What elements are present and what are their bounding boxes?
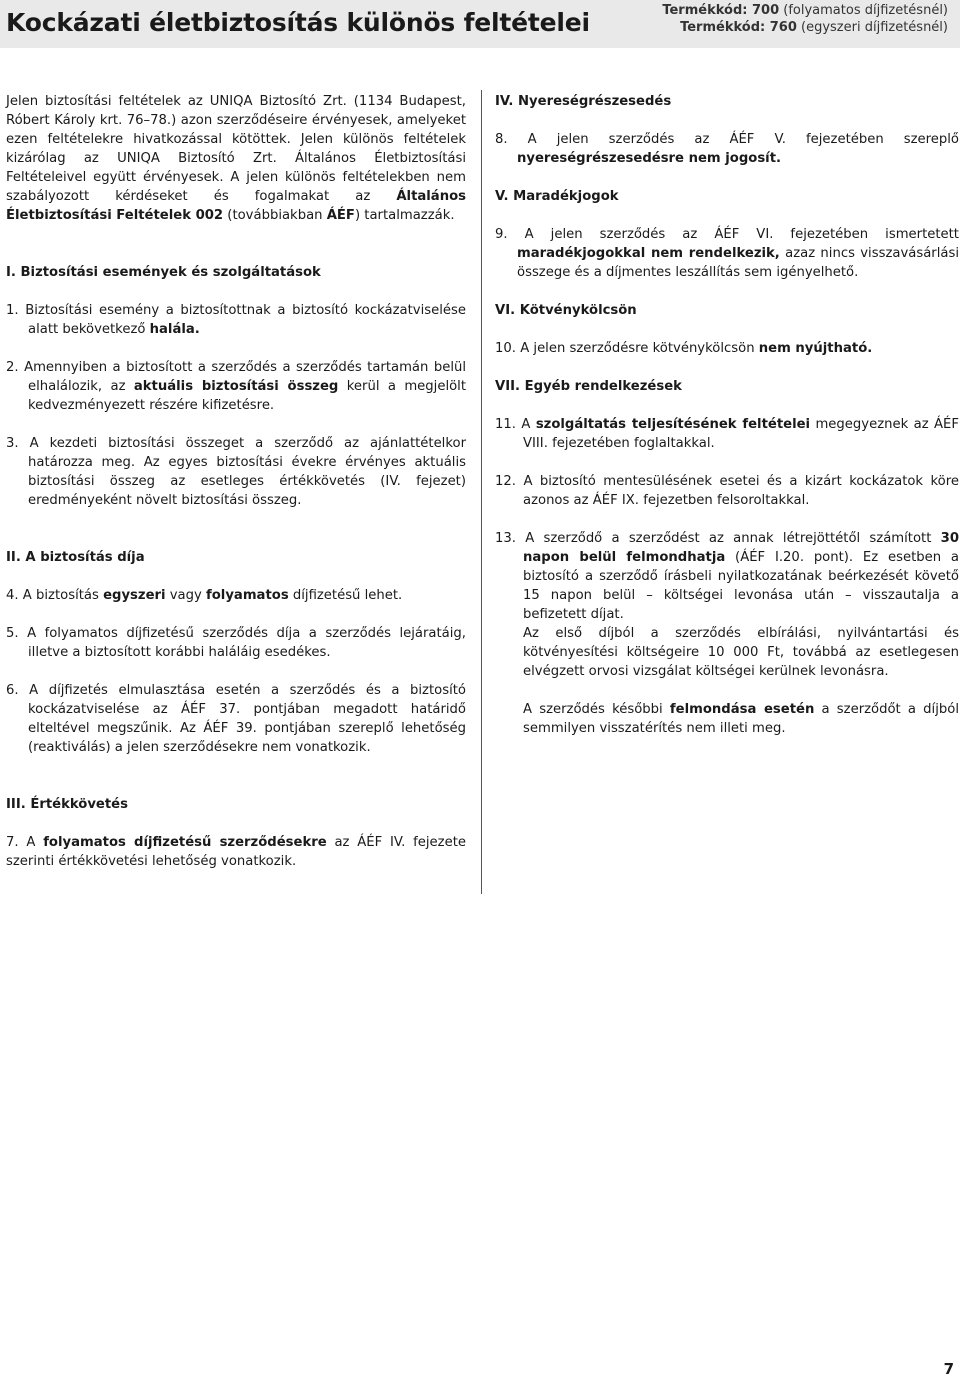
section-4-heading: IV. Nyereségrészesedés: [495, 94, 672, 109]
clause-8: 8. A jelen szerződés az ÁÉF V. fejezetében szereplő nyereségrészesedésre nem jogosít.: [495, 132, 959, 166]
section-5-heading: V. Maradékjogok: [495, 189, 619, 204]
section-3-heading: III. Értékkövetés: [6, 797, 128, 812]
product-codes: [662, 2, 948, 36]
page-header: [0, 0, 960, 48]
section-2-heading: II. A biztosítás díja: [6, 550, 145, 565]
document-title: Kockázati életbiztosítás különös feltételei: [6, 8, 590, 37]
clause-12: 12. A biztosító mentesülésének esetei és a kizárt kockázatok köre azonos az ÁÉF IX. fejezetben felsoroltakkal.: [495, 474, 959, 508]
product-code-760: Termékkód: 760 (egyszeri díjfizetésnél): [680, 20, 948, 35]
right-column: [495, 92, 959, 757]
clause-6: 6. A díjfizetés elmulasztása esetén a szerződés és a biztosító kockázatviselése az ÁÉF 37. pontjában megadott határidő elteltével megszűnik. Az ÁÉF 39. pontjában szereplő lehetőség (reaktiválás) a jelen szerződésekre nem vonatkozik.: [6, 683, 466, 755]
clause-5: 5. A folyamatos díjfizetésű szerződés díja a szerződés lejáratáig, illetve a biztosított korábbi haláláig esedékes.: [6, 626, 466, 660]
section-6-heading: VI. Kötvénykölcsön: [495, 303, 637, 318]
left-column: [6, 92, 466, 890]
section-7-heading: VII. Egyéb rendelkezések: [495, 379, 682, 394]
clause-4: 4. A biztosítás egyszeri vagy folyamatos díjfizetésű lehet.: [6, 588, 403, 603]
clause-1: 1. Biztosítási esemény a biztosítottnak a biztosító kockázatviselése alatt bekövetkező halála.: [6, 303, 466, 337]
section-1-heading: I. Biztosítási események és szolgáltatások: [6, 265, 321, 280]
clause-11: 11. A szolgáltatás teljesítésének feltételei megegyeznek az ÁÉF VIII. fejezetében foglaltakkal.: [495, 417, 959, 451]
clause-3: 3. A kezdeti biztosítási összeget a szerződő az ajánlattételkor határozza meg. Az egyes biztosítási évekre érvényes aktuális biztosítási összeg az esetleges értékkövetés (IV. fejezet) eredményeként növelt biztosítási összeg.: [6, 436, 467, 508]
page-number: 7: [943, 1360, 954, 1378]
product-code-700: Termékkód: 700 (folyamatos díjfizetésnél): [662, 3, 948, 18]
clause-10: 10. A jelen szerződésre kötvénykölcsön nem nyújtható.: [495, 341, 873, 356]
clause-2: 2. Amennyiben a biztosított a szerződés a szerződés tartamán belül elhalálozik, az aktuális biztosítási összeg kerül a megjelölt kedvezményezett részére kifizetésre.: [6, 360, 467, 413]
intro-paragraph: Jelen biztosítási feltételek az UNIQA Biztosító Zrt. (1134 Budapest, Róbert Károly krt. 76–78.) azon szerződéseire érvényesek, amelyeket ezen feltételekre hivatkozással kötöttek. Jelen különös feltételek kizárólag az UNIQA Biztosító Zrt. Általános Életbiztosítási Feltételeivel együtt érvényesek. A jelen különös feltételekben nem szabályozott kérdéseket és fogalmakat az Általános Életbiztosítási Feltételek 002 (továbbiakban ÁÉF) tartalmazzák.: [6, 94, 466, 223]
clause-7: 7. A folyamatos díjfizetésű szerződésekre az ÁÉF IV. fejezete szerinti értékkövetési lehetőség vonatkozik.: [6, 835, 466, 869]
clause-13-later-cancellation: A szerződés későbbi felmondása esetén a szerződőt a díjból semmilyen visszatérítés nem illeti meg.: [523, 702, 959, 736]
clause-9: 9. A jelen szerződés az ÁÉF VI. fejezetében ismertetett maradékjogokkal nem rendelkezik, azaz nincs visszavásárlási összege és a díjmentes leszállítás sem igényelhető.: [495, 227, 959, 280]
clause-13: 13. A szerződő a szerződést az annak létrejöttétől számított 30 napon belül felmondhatja (ÁÉF I.20. pont). Ez esetben a biztosító a szerződő írásbeli nyilatkozatának beérkezését követő 15 napon belül – költségei levonása után – visszautalja a befizetett díjat.: [495, 531, 959, 622]
column-divider: [481, 90, 482, 894]
clause-13-fees: Az első díjból a szerződés elbírálási, nyilvántartási és kötvényesítési költségeire 10 000 Ft, továbbá az esetlegesen elvégzett orvosi vizsgálat költségei kerülnek levonásra.: [523, 626, 959, 679]
